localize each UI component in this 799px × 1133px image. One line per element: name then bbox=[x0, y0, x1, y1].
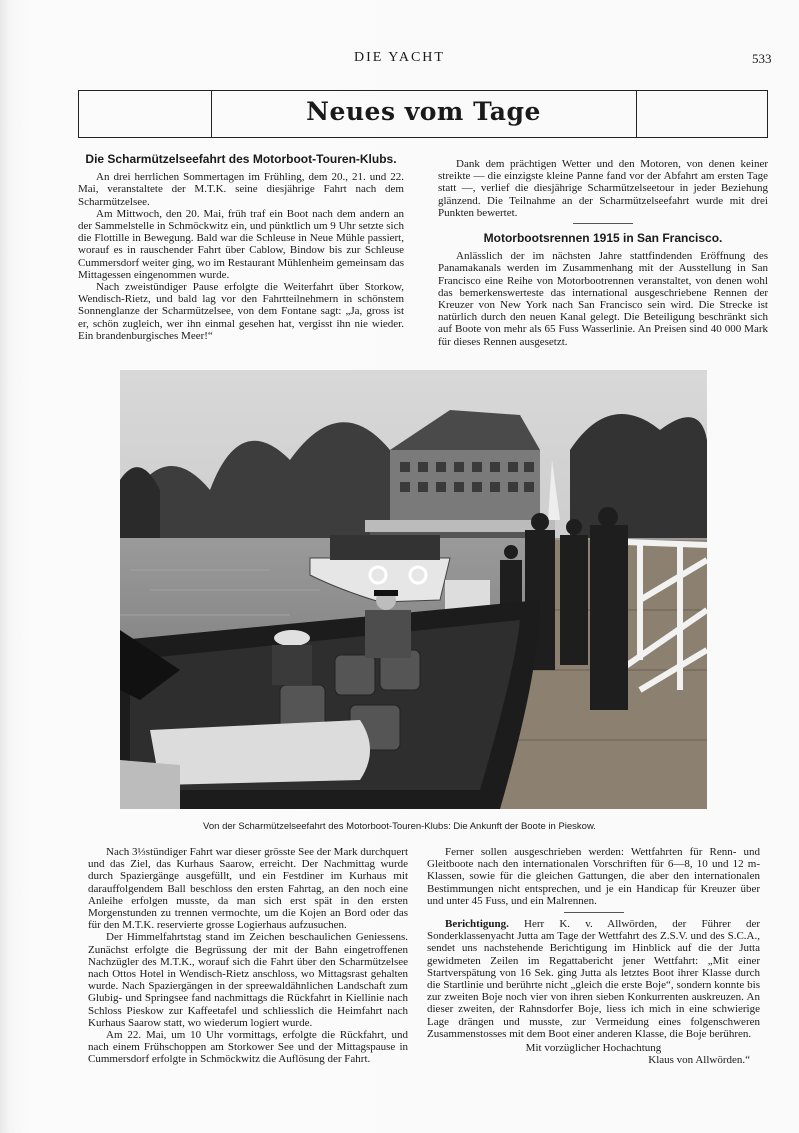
article-divider bbox=[564, 912, 624, 913]
paragraph: An drei herrlichen Sommertagen im Frühling, dem 20., 21. und 22. Mai, veranstaltete der M.T.K. seine diesjährige Fahrt nach dem Scharmützelsee. bbox=[78, 171, 404, 208]
paragraph: Nach 3⅓stündiger Fahrt war dieser grösste See der Mark durchquert und das Ziel, das Kurhaus Saarow, erreicht. Der Nachmittag wurde durch Spaziergänge ausgefüllt, und ein Festdiner im Kurhaus mit darauffolgendem Ball beschloss den ersten Fahrtag, an den noch eine Anleihe erfolgen musste, da man sich erst spät in den ersten Morgenstunden zu trennen vermochte, um die Kojen an Bord oder das für den M.T.K. reservierte grosse Logierhaus aufzusuchen. bbox=[88, 846, 408, 932]
paragraph: Dank dem prächtigen Wetter und den Motoren, von denen keiner streikte — die einzigste kleine Panne fand vor der Abfahrt am ersten Tage statt —, verlief die diesjährige Scharmützelseetour in jeder Beziehung glänzend. Die Teilnahme an der Scharmützelseefahrt wurde mit drei Punkten bewertet. bbox=[438, 158, 768, 219]
paragraph: Am 22. Mai, um 10 Uhr vormittags, erfolgte die Rückfahrt, und nach einem Frühschoppen am Storkower See und der Mittagspause in Cummersdorf erfolgte in Schmöckwitz die Auflösung der Fahrt. bbox=[88, 1029, 408, 1066]
article-heading-scharmuetzel: Die Scharmützelseefahrt des Motorboot-Touren-Klubs. bbox=[85, 152, 397, 166]
page-number: 533 bbox=[752, 51, 772, 66]
closing-line: Mit vorzüglicher Hochachtung bbox=[525, 1042, 662, 1055]
photograph-boats-pieskow bbox=[120, 370, 707, 809]
signature: Klaus von Allwörden.“ bbox=[648, 1054, 750, 1067]
column-right-bottom bbox=[427, 846, 760, 1066]
paragraph: Nach zweistündiger Pause erfolgte die Weiterfahrt über Storkow, Wendisch-Rietz, und bald lag vor den Fahrtteilnehmern in schönstem Sonnenglanze der Scharmützelsee, von dem Fontane sagt: „Ja, gross ist er, schön zugleich, wer ihn einmal gesehen hat, vergisst ihn nie wieder. Ein brandenburgisches Meer!“ bbox=[78, 281, 404, 342]
correction-paragraph bbox=[427, 918, 760, 1040]
journal-title: DIE YACHT bbox=[354, 50, 445, 65]
paragraph: Der Himmelfahrtstag stand im Zeichen beschaulichen Geniessens. Zunächst erfolgte die Begrüssung der mit der Bahn eingetroffenen Nachzügler des M.T.K., worauf sich die Fahrt über den Scharmützelsee nach Ottos Hotel in Wendisch-Rietz anschloss, wo Mittagsrast gehalten wurde. Nach Spaziergängen in der spreewaldähnlichen Landschaft zum Glubig- und Springsee fand nachmittags die Rückfahrt in Kiellinie nach Schloss Pieskow zur Kaffeetafel und schliesslich die Heimfahrt nach Kurhaus Saarow statt, wo wiederum logiert wurde. bbox=[88, 931, 408, 1029]
photo-caption: Von der Scharmützelseefahrt des Motorboot-Touren-Klubs: Die Ankunft der Boote in Pieskow. bbox=[203, 821, 596, 832]
photograph-illustration bbox=[120, 370, 707, 809]
column-right-top bbox=[438, 158, 768, 348]
paragraph: Am Mittwoch, den 20. Mai, früh traf ein Boot nach dem andern an der Sammelstelle in Schmöckwitz ein, und pünktlich um 9 Uhr setzte sich die Flottille in Bewegung. Bald war die Schleuse in Neue Mühle passiert, worauf es in rauschender Fahrt über Cablow, Bindow bis zur Schleuse Cummersdorf weiter ging, wo im Restaurant Mühlenheim gemeinsam das Mittagessen eingenommen wurde. bbox=[78, 207, 404, 281]
column-left-top bbox=[78, 153, 404, 342]
section-title: Neues vom Tage bbox=[306, 97, 541, 126]
column-left-bottom bbox=[88, 846, 408, 1066]
section-banner bbox=[78, 90, 768, 138]
paragraph: Anlässlich der im nächsten Jahre stattfindenden Eröffnung des Panamakanals werden im Zusammenhang mit der Ausstellung in San Francisco eine Reihe von Motorbootrennen veranstaltet, von denen wohl das bemerkenswerteste das international ausgeschriebene Rennen der Kreuzer von New York nach San Francisco sein wird. Die Strecke ist natürlich durch den neuen Kanal gelegt. Die Beteiligung beschränkt sich auf Boote von mehr als 65 Fuss Wasserlinie. An Preisen sind 40 000 Mark für dieses Rennen ausgesetzt. bbox=[438, 250, 768, 348]
correction-text: Herr K. v. Allwörden, der Führer der Sonderklassenyacht Jutta am Tage der Wettfahrt des Z.S.V. und des S.C.A., sendet uns nachstehende Berichtigung im Hinblick auf die der Jutta gewidmeten Zeilen im Regattabericht jener Wettfahrt: „Mit einer Startverspätung von 16 Sek. ging Jutta als letztes Boot ihrer Klasse durch die Startlinie und berührte nicht „gleich die erste Boje“, sondern konnte bis zur zweiten Boje noch vier von ihren sieben Konkurrenten auskreuzen. An dieser zweiten, der Rahnsdorfer Boje, liess ich mich in eine schwierige Lage drängen und musste, zur Vermeidung eines folgenschweren Zusammenstosses mit dem Boot einer anderen Klasse, die Boje berühren. bbox=[427, 918, 760, 1040]
paragraph: Ferner sollen ausgeschrieben werden: Wettfahrten für Renn- und Gleitboote nach den internationalen Vorschriften für 6—8, 10 und 12 m-Klassen, sowie für die gleichen Gattungen, die aber den internationalen Bestimmungen nicht entsprechen, und je ein Handicap für Kreuzer über und unter 45 Fuss, und ein Malrennen. bbox=[427, 846, 760, 907]
correction-label: Berichtigung. bbox=[445, 918, 509, 931]
article-heading-san-francisco: Motorbootsrennen 1915 in San Francisco. bbox=[483, 231, 723, 246]
banner-divider-right bbox=[636, 91, 637, 137]
article-divider bbox=[573, 223, 633, 224]
